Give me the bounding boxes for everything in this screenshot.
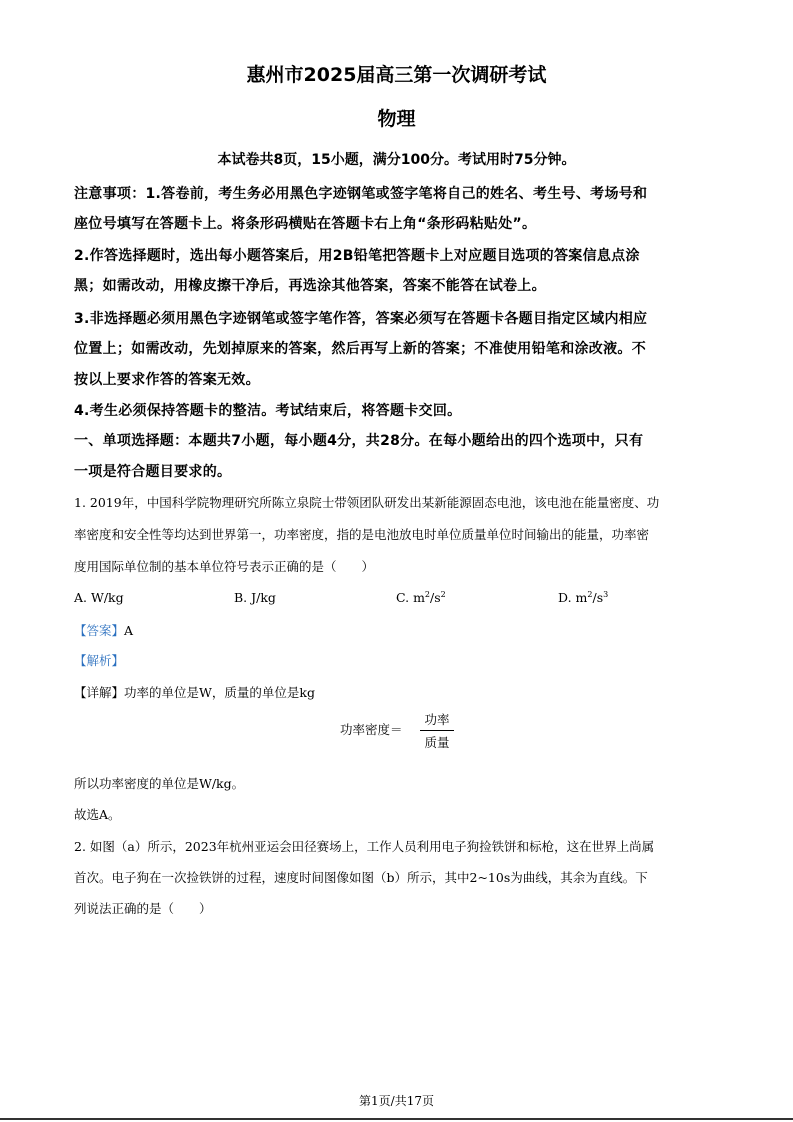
analysis-tag: 【解析】 <box>74 653 125 668</box>
exam-title: 惠州市2025届高三第一次调研考试 <box>246 64 547 86</box>
question-1-text: 度用国际单位制的基本单位符号表示正确的是（ ） <box>74 559 375 574</box>
notice-line: 座位号填写在答题卡上。将条形码横贴在答题卡右上角“条形码粘贴处”。 <box>74 216 537 232</box>
notice-line: 位置上；如需改动，先划掉原来的答案，然后再写上新的答案；不准使用铅笔和涂改液。不 <box>74 341 646 357</box>
fraction-bar <box>420 730 454 731</box>
option-d: D. $m^2/s^3$ <box>558 590 609 605</box>
answer-line <box>74 621 133 639</box>
notice-line: 2.作答选择题时，选出每小题答案后，用2B铅笔把答题卡上对应题目选项的答案信息点涂 <box>74 248 640 264</box>
answer-value: A <box>124 623 134 638</box>
formula-numerator: 功率 <box>424 712 450 727</box>
notice-line: 4.考生必须保持答题卡的整洁。考试结束后，将答题卡交回。 <box>74 403 462 419</box>
choice-line: 故选A。 <box>74 807 121 822</box>
section-heading: 一项是符合题目要求的。 <box>74 464 232 480</box>
section-heading: 一、单项选择题：本题共7小题，每小题4分，共28分。在每小题给出的四个选项中，只有 <box>74 433 644 449</box>
notice-line: 3.非选择题必须用黑色字迹钢笔或签字笔作答，答案必须写在答题卡各题目指定区域内相应 <box>74 311 648 327</box>
detail-tag: 【详解】 <box>74 685 125 700</box>
option-b: B. J/kg <box>234 590 276 605</box>
question-1-text: 率密度和安全性等均达到世界第一，功率密度，指的是电池放电时单位质量单位时间输出的能量，功率密 <box>74 527 650 542</box>
detail-text: 功率的单位是W，质量的单位是kg <box>124 685 315 700</box>
option-c: C. $m^2/s^2$ <box>396 590 446 605</box>
subject-title: 物理 <box>377 108 416 130</box>
analysis-line <box>74 651 124 669</box>
formula-lhs: 功率密度＝ <box>340 722 403 737</box>
question-2-text: 首次。电子狗在一次捡铁饼的过程，速度时间图像如图（b）所示，其中2~10s为曲线，其余为直线。下 <box>74 870 648 885</box>
question-2-text: 列说法正确的是（ ） <box>74 901 212 916</box>
exam-info: 本试卷共8页，15小题，满分100分。考试用时75分钟。 <box>217 152 576 168</box>
detail-line <box>74 683 315 701</box>
question-2-text: 2. 如图（a）所示，2023年杭州亚运会田径赛场上，工作人员利用电子狗捡铁饼和标枪，这在世界上尚属 <box>74 839 655 854</box>
formula-denominator: 质量 <box>424 735 450 750</box>
notice-line: 注意事项：1.答卷前，考生务必用黑色字迹钢笔或签字笔将自己的姓名、考生号、考场号和 <box>74 186 648 202</box>
page-number: 第1页/共17页 <box>359 1094 434 1108</box>
option-a: A. W/kg <box>74 590 124 605</box>
formula-fraction <box>420 710 454 751</box>
answer-tag: 【答案】 <box>74 623 125 638</box>
footer-divider <box>0 1118 793 1120</box>
notice-line: 按以上要求作答的答案无效。 <box>74 372 260 388</box>
question-1-text: 1. 2019年，中国科学院物理研究所陈立泉院士带领团队研发出某新能源固态电池，该电池在能量密度、功 <box>74 495 660 510</box>
notice-line: 黑；如需改动，用橡皮擦干净后，再选涂其他答案，答案不能答在试卷上。 <box>74 278 546 294</box>
conclusion-line: 所以功率密度的单位是W/kg。 <box>74 776 245 791</box>
